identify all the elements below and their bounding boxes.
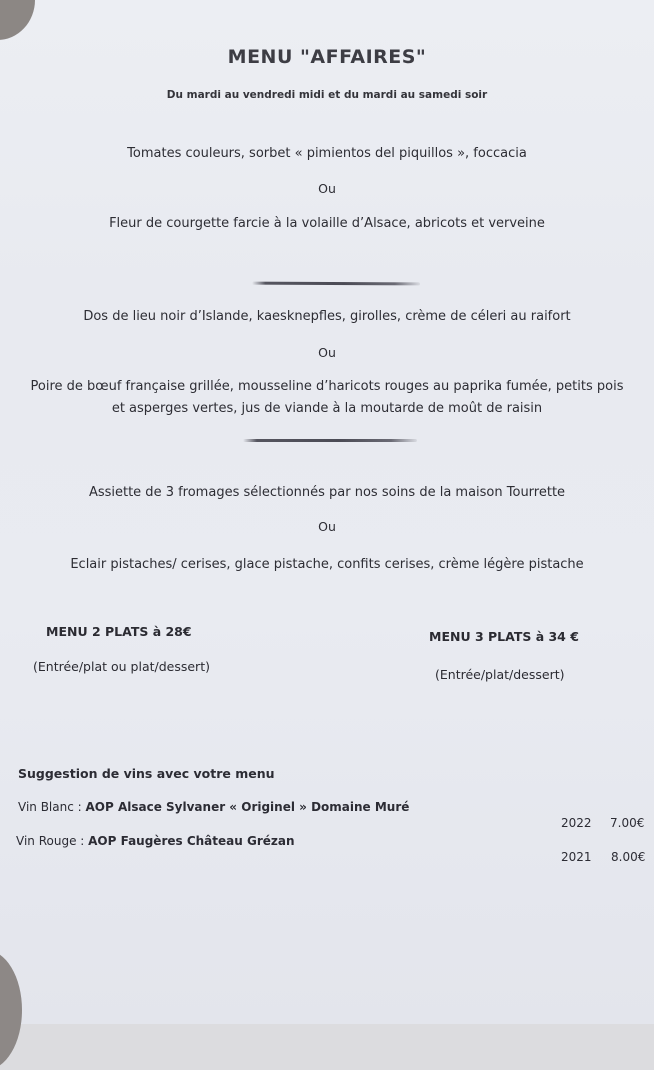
wine-rouge-type: Vin Rouge : (16, 834, 89, 848)
menu-title: MENU "AFFAIRES" (227, 46, 427, 68)
menu-subtitle: Du mardi au vendredi midi et du mardi au samedi soir (166, 89, 488, 101)
section-divider-2 (243, 439, 417, 442)
starter-or: Ou (318, 181, 336, 196)
wine-suggestion-heading: Suggestion de vins avec votre menu (18, 766, 275, 781)
menu-2-plats-detail: (Entrée/plat ou plat/dessert) (33, 659, 210, 674)
menu-2-plats-price: MENU 2 PLATS à 28€ (46, 624, 192, 639)
wine-rouge-year: 2021 (561, 850, 592, 864)
wine-blanc-year: 2022 (561, 816, 592, 830)
wine-rouge-name: AOP Faugères Château Grézan (88, 834, 295, 848)
wine-blanc-price: 7.00€ (610, 816, 645, 830)
table-edge-top (0, 0, 35, 40)
main-option-2-line-2: et asperges vertes, jus de viande à la moutarde de moût de raisin (111, 401, 543, 416)
dessert-or: Ou (318, 519, 336, 534)
main-option-2-line-1: Poire de bœuf française grillée, mousseline d’haricots rouges au paprika fumée, petits pois (30, 379, 624, 394)
table-edge-bottom (0, 950, 22, 1070)
starter-option-1: Tomates couleurs, sorbet « pimientos del piquillos », foccacia (127, 146, 527, 161)
menu-3-plats-detail: (Entrée/plat/dessert) (435, 667, 565, 682)
main-or: Ou (318, 345, 336, 360)
section-divider-1 (252, 282, 420, 286)
dessert-option-2: Eclair pistaches/ cerises, glace pistache, confits cerises, crème légère pistache (70, 557, 584, 572)
wine-blanc-name: AOP Alsace Sylvaner « Originel » Domaine Muré (85, 800, 410, 814)
menu-3-plats-price: MENU 3 PLATS à 34 € (429, 629, 579, 644)
dessert-option-1: Assiette de 3 fromages sélectionnés par nos soins de la maison Tourrette (88, 485, 566, 500)
wine-blanc-type: Vin Blanc : (18, 800, 86, 814)
starter-option-2: Fleur de courgette farcie à la volaille d’Alsace, abricots et verveine (109, 216, 545, 231)
wine-rouge-price: 8.00€ (611, 850, 646, 864)
wine-rouge-line (16, 834, 295, 848)
wine-blanc-line (18, 800, 409, 814)
main-option-1: Dos de lieu noir d’Islande, kaesknepfles, girolles, crème de céleri au raifort (83, 309, 571, 324)
